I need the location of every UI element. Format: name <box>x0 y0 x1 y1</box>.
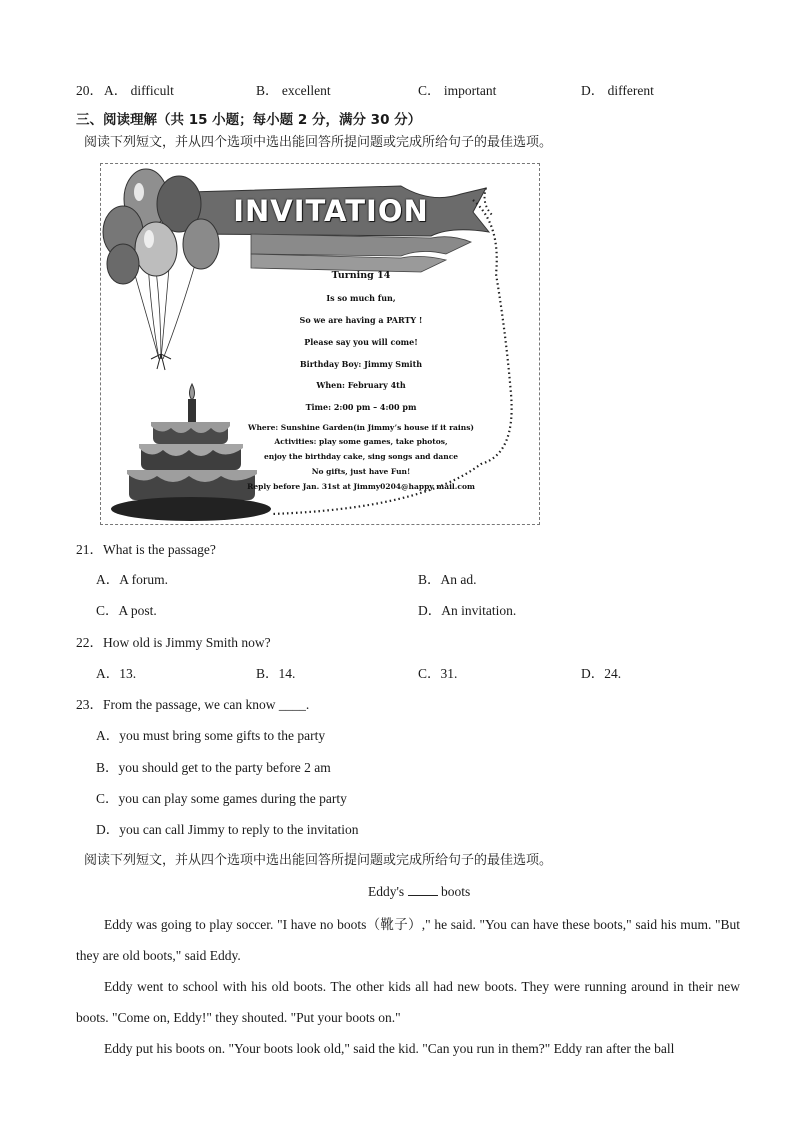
story-paragraph-1: Eddy was going to play soccer. "I have no boots（靴子）," he said. "You can have these boots," said his mum. "But they are old boots," said Eddy. <box>76 917 740 963</box>
invitation-line-10: enjoy the birthday cake, sing songs and dance <box>263 452 459 461</box>
q22-option-a[interactable]: A．13. <box>96 666 137 681</box>
invitation-line-8: Where: Sunshine Garden(in Jimmy’s house if it rains) <box>248 423 474 432</box>
q23-option-a[interactable]: A．you must bring some gifts to the party <box>96 728 326 743</box>
invitation-line-9: Activities: play some games, take photos, <box>274 437 448 446</box>
q21-option-c[interactable]: C．A post. <box>96 603 157 618</box>
reading-instruction-2: 阅读下列短文，并从四个选项中选出能回答所提问题或完成所给句子的最佳选项。 <box>84 853 553 868</box>
q20-option-c[interactable]: C． important <box>418 83 497 98</box>
invitation-line-3: So we are having a PARTY ! <box>299 315 423 325</box>
invitation-line-7: Time: 2:00 pm – 4:00 pm <box>305 402 417 412</box>
q20-number: 20． <box>76 83 103 98</box>
invitation-image <box>100 163 540 525</box>
q23-stem: 23．From the passage, we can know ____. <box>76 697 310 712</box>
title-blank <box>408 883 438 896</box>
story-title-start: Eddy's <box>368 884 405 899</box>
invitation-line-1: Turning 14 <box>331 270 391 281</box>
section-title: 三、阅读理解（共 15 小题；每小题 2 分，满分 30 分） <box>76 112 422 128</box>
invitation-line-2: Is so much fun, <box>326 293 396 303</box>
q23-option-d[interactable]: D．you can call Jimmy to reply to the invitation <box>96 822 359 837</box>
invitation-line-6: When: February 4th <box>316 380 406 390</box>
q22-option-d[interactable]: D．24. <box>581 666 622 681</box>
q23-option-c[interactable]: C．you can play some games during the party <box>96 791 347 806</box>
q22-option-b[interactable]: B．14. <box>256 666 296 681</box>
q21-stem: 21．What is the passage? <box>76 542 216 557</box>
invitation-line-5: Birthday Boy: Jimmy Smith <box>299 359 423 369</box>
q22-stem: 22．How old is Jimmy Smith now? <box>76 635 271 650</box>
invitation-line-4: Please say you will come! <box>304 337 418 347</box>
q21-option-d[interactable]: D．An invitation. <box>418 603 517 618</box>
q20-option-a[interactable]: A． difficult <box>104 83 174 98</box>
q20-option-d[interactable]: D． different <box>581 83 654 98</box>
story-title-end: boots <box>440 884 471 899</box>
q20-option-b[interactable]: B． excellent <box>256 83 331 98</box>
reading-instruction: 阅读下列短文，并从四个选项中选出能回答所提问题或完成所给句子的最佳选项。 <box>84 135 553 150</box>
story-title <box>368 883 470 901</box>
story-paragraph-3: Eddy put his boots on. "Your boots look old," said the kid. "Can you run in them?" Eddy ran after the ball <box>104 1041 675 1056</box>
q23-option-b[interactable]: B．you should get to the party before 2 am <box>96 760 331 775</box>
invitation-line-12: Reply before Jan. 31st at Jimmy0204@happy mail.com <box>247 482 475 491</box>
q21-option-a[interactable]: A．A forum. <box>96 572 168 587</box>
story-paragraph-2: Eddy went to school with his old boots. The other kids all had new boots. They were running around in their new boots. "Come on, Eddy!" they shouted. "Put your boots on." <box>76 979 740 1025</box>
invitation-line-11: No gifts, just have Fun! <box>311 467 411 476</box>
q22-option-c[interactable]: C．31. <box>418 666 458 681</box>
invitation-banner: INVITATION <box>233 194 429 228</box>
q21-option-b[interactable]: B．An ad. <box>418 572 477 587</box>
